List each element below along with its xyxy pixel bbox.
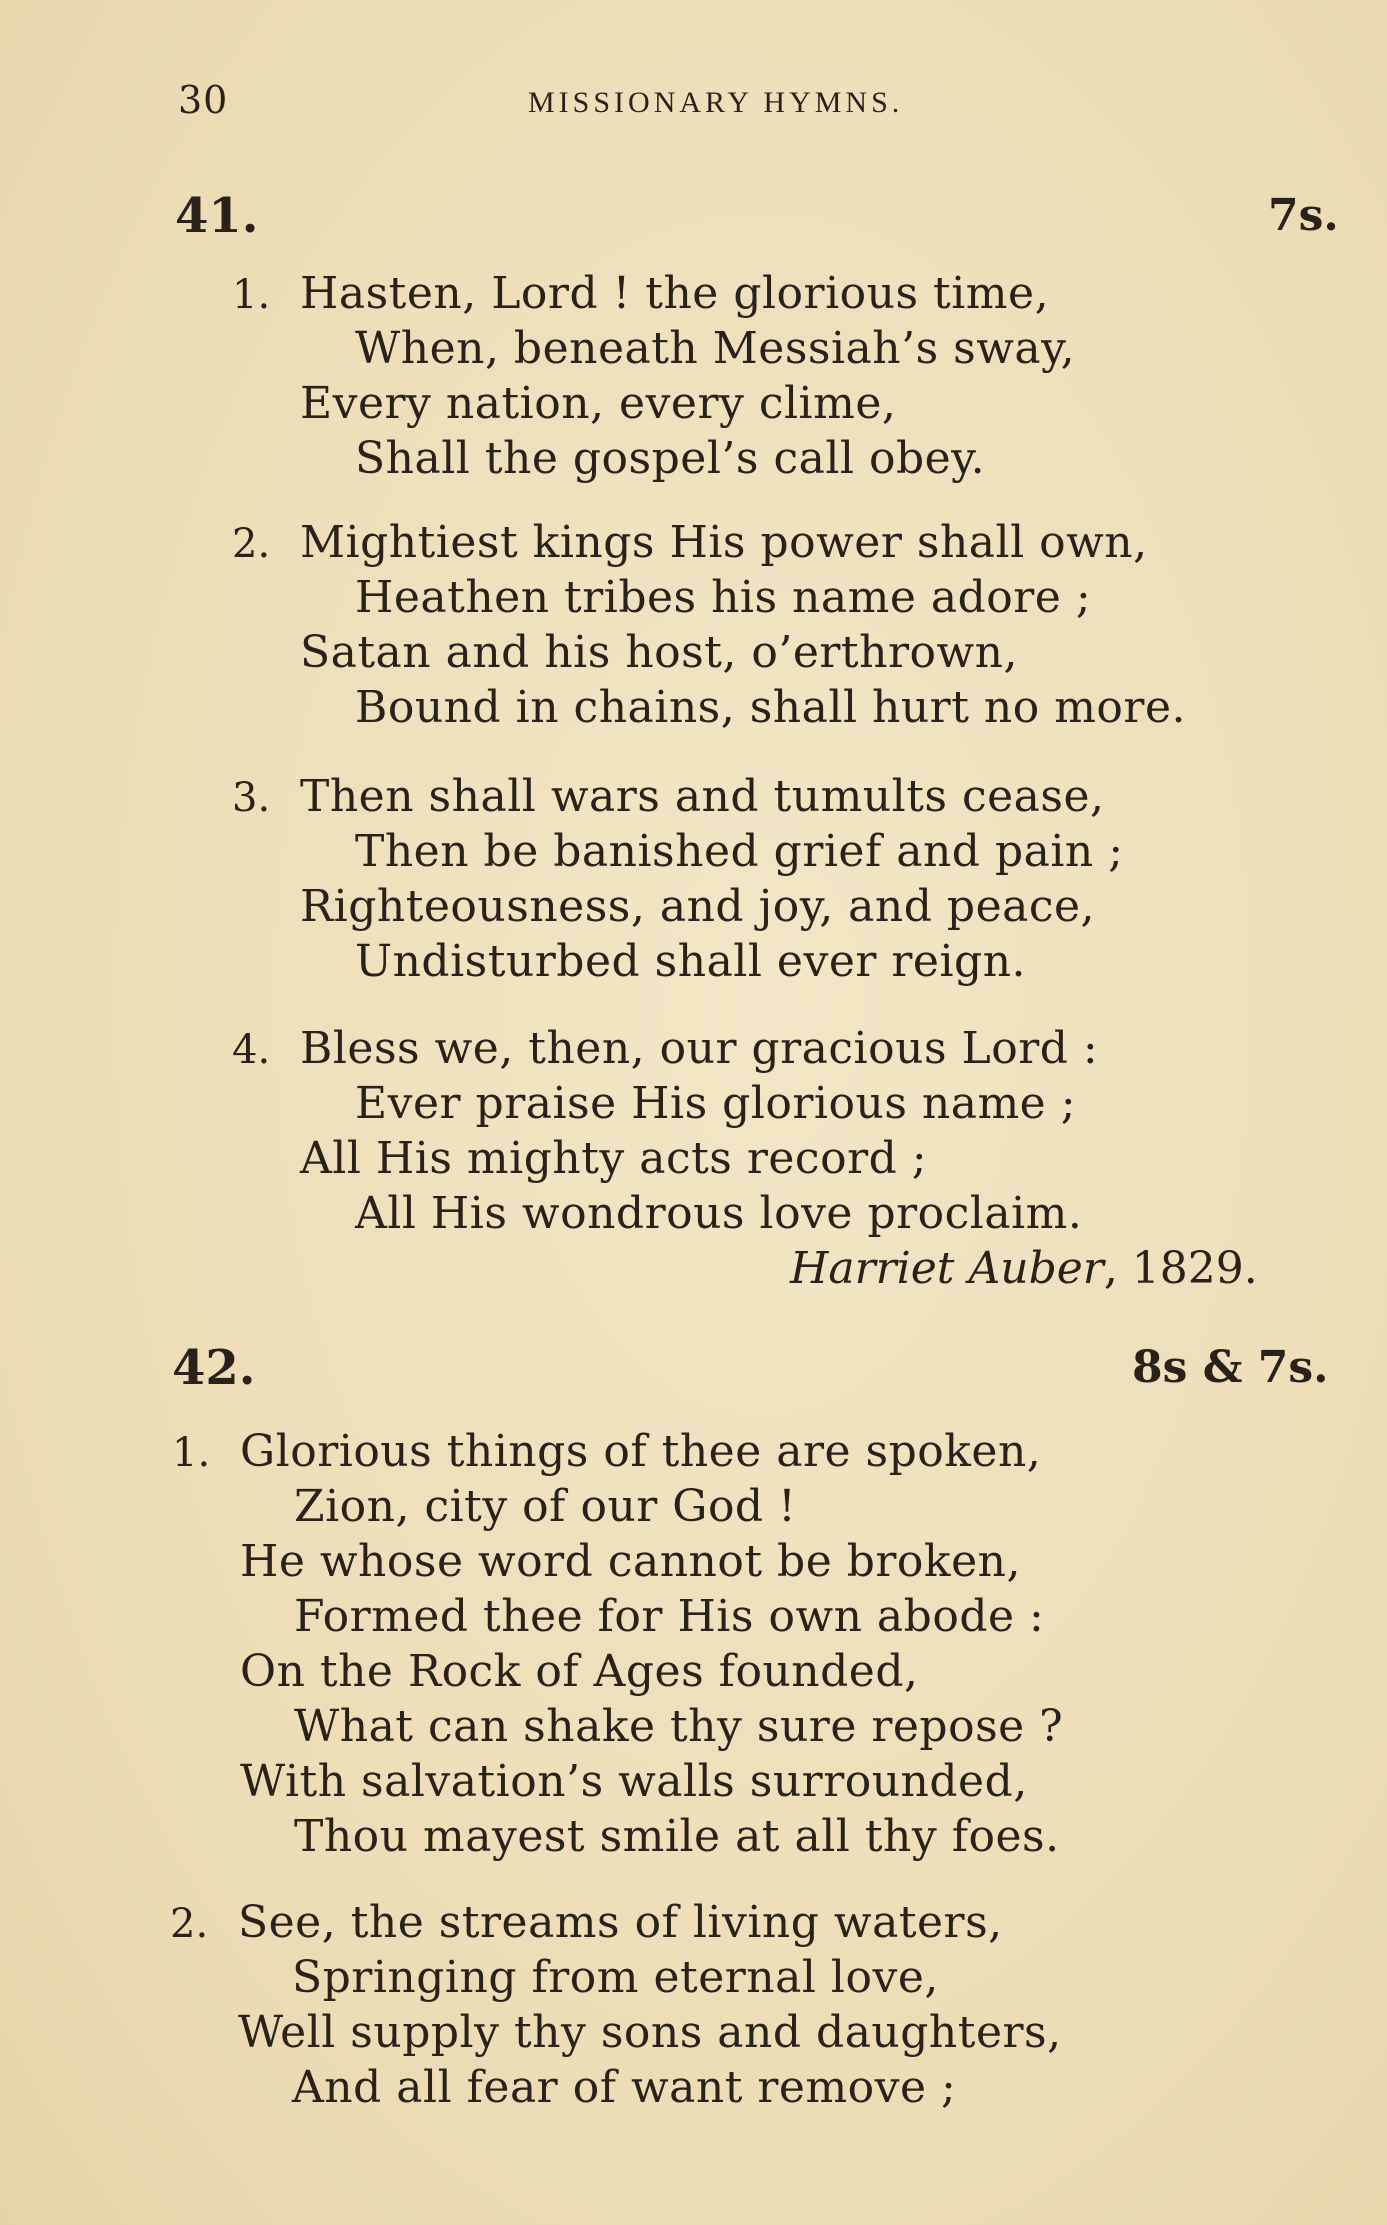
verse-line: Formed thee for His own abode :	[294, 1591, 1045, 1642]
hymn-meter: 8s & 7s.	[1132, 1342, 1329, 1393]
hymn-number: 41.	[175, 188, 259, 244]
verse-line: Satan and his host, o’erthrown,	[300, 627, 1018, 678]
verse-line: When, beneath Messiah’s sway,	[355, 323, 1076, 374]
verse-number: 4.	[232, 1027, 271, 1073]
running-title: MISSIONARY HYMNS.	[528, 86, 904, 119]
verse-line: Every nation, every clime,	[300, 378, 897, 429]
verse-line: All His mighty acts record ;	[300, 1133, 928, 1184]
verse-line: Then be banished grief and pain ;	[355, 826, 1124, 877]
verse-line: Bless we, then, our gracious Lord :	[300, 1023, 1099, 1074]
verse-line: With salvation’s walls surrounded,	[240, 1756, 1028, 1807]
hymn-meter: 7s.	[1268, 190, 1339, 241]
verse-line: Springing from eternal love,	[292, 1952, 939, 2003]
verse-line: What can shake thy sure repose ?	[294, 1701, 1064, 1752]
verse-line: All His wondrous love proclaim.	[355, 1188, 1083, 1239]
verse-line: On the Rock of Ages founded,	[240, 1646, 919, 1697]
verse-line: Hasten, Lord ! the glorious time,	[300, 268, 1050, 319]
verse-line: Shall the gospel’s call obey.	[355, 433, 986, 484]
verse-line: See, the streams of living waters,	[238, 1897, 1003, 1948]
verse-line: Thou mayest smile at all thy foes.	[294, 1811, 1060, 1862]
author-name: Harriet Auber	[790, 1243, 1104, 1294]
verse-number: 3.	[232, 775, 271, 821]
verse-line: Ever praise His glorious name ;	[355, 1078, 1077, 1129]
verse-line: Then shall wars and tumults cease,	[300, 771, 1105, 822]
verse-line: Glorious things of thee are spoken,	[240, 1426, 1042, 1477]
verse-line: He whose word cannot be broken,	[240, 1536, 1021, 1587]
verse-line: Mightiest kings His power shall own,	[300, 517, 1148, 568]
verse-number: 1.	[172, 1430, 211, 1476]
hymn-attribution	[790, 1243, 1258, 1294]
page-number: 30	[178, 78, 229, 122]
running-head	[178, 78, 1348, 128]
verse-number: 2.	[232, 521, 271, 567]
verse-line: Bound in chains, shall hurt no more.	[355, 682, 1186, 733]
verse-line: And all fear of want remove ;	[292, 2062, 957, 2113]
verse-line: Zion, city of our God !	[294, 1481, 797, 1532]
attribution-year: , 1829.	[1103, 1243, 1258, 1294]
verse-line: Undisturbed shall ever reign.	[355, 936, 1027, 987]
verse-number: 1.	[232, 272, 271, 318]
verse-line: Heathen tribes his name adore ;	[355, 572, 1092, 623]
verse-line: Well supply thy sons and daughters,	[238, 2007, 1062, 2058]
hymn-number: 42.	[172, 1340, 256, 1396]
verse-line: Righteousness, and joy, and peace,	[300, 881, 1096, 932]
verse-number: 2.	[170, 1901, 209, 1947]
